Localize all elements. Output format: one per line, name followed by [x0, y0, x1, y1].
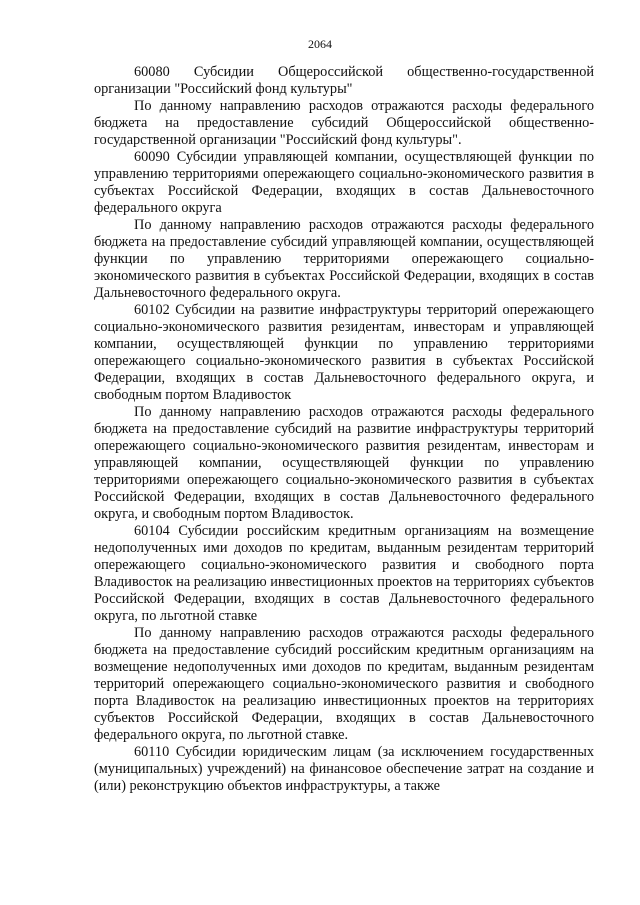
paragraph: По данному направлению расходов отражаются расходы федерального бюджета на предоставление субсидий российским кредитным организациям на возмещение недополученных ими доходов по кредитам, выданным резидентам территорий опережающего социально-экономического развития и свободного порта Владивосток на реализацию инвестиционных проектов на территориях субъектов Российской Федерации, входящих в состав Дальневосточного федерального округа, по льготной ставке. [94, 625, 594, 743]
page-number: 2064 [308, 37, 332, 51]
paragraph: 60104 Субсидии российским кредитным организациям на возмещение недополученных ими доходов по кредитам, выданным резидентам территорий опережающего социально-экономического развития и свободного порта Владивосток на реализацию инвестиционных проектов на территориях субъектов Российской Федерации, входящих в состав Дальневосточного федерального округа, по льготной ставке [94, 523, 594, 624]
paragraph: 60090 Субсидии управляющей компании, осуществляющей функции по управлению территориями опережающего социально-экономического развития в субъектах Российской Федерации, входящих в состав Дальневосточного федерального округа [94, 149, 594, 216]
paragraph: 60080 Субсидии Общероссийской общественно-государственной организации "Российский фонд культуры" [94, 64, 594, 97]
document-body [94, 64, 594, 795]
paragraph: По данному направлению расходов отражаются расходы федерального бюджета на предоставление субсидий Общероссийской общественно-государственной организации "Российский фонд культуры". [94, 98, 594, 148]
paragraph: 60110 Субсидии юридическим лицам (за исключением государственных (муниципальных) учреждений) на финансовое обеспечение затрат на создание и (или) реконструкцию объектов инфраструктуры, а также [94, 744, 594, 794]
paragraph: 60102 Субсидии на развитие инфраструктуры территорий опережающего социально-экономического развития резидентам, инвесторам и управляющей компании, осуществляющей функции по управлению территориями опережающего социально-экономического развития в субъектах Российской Федерации, входящих в состав Дальневосточного федерального округа, и свободным портом Владивосток [94, 302, 594, 403]
paragraph: По данному направлению расходов отражаются расходы федерального бюджета на предоставление субсидий управляющей компании, осуществляющей функции по управлению территориями опережающего социально-экономического развития в субъектах Российской Федерации, входящих в состав Дальневосточного федерального округа. [94, 217, 594, 301]
paragraph: По данному направлению расходов отражаются расходы федерального бюджета на предоставление субсидий на развитие инфраструктуры территорий опережающего социально-экономического развития резидентам, инвесторам и управляющей компании, осуществляющей функции по управлению территориями опережающего социально-экономического развития в субъектах Российской Федерации, входящих в состав Дальневосточного федерального округа, и свободным портом Владивосток. [94, 404, 594, 522]
